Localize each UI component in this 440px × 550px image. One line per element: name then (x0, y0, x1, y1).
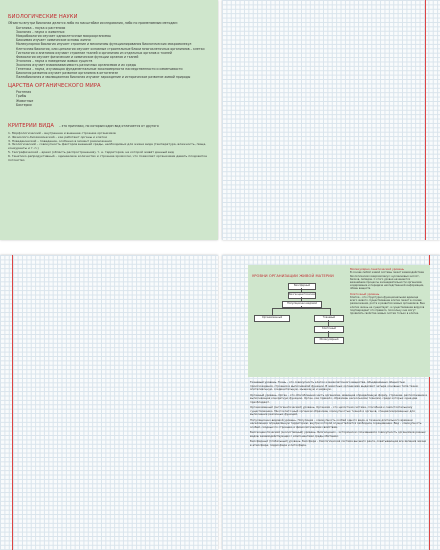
list-item: Молекулярная биология изучает строение и механизмы функционирования биологических макромолекул (16, 42, 192, 47)
diagram-box: Биогеоценотический (288, 292, 316, 299)
diagram-connector (330, 308, 331, 315)
bio-sciences-list (8, 26, 210, 79)
levels-side-column (350, 268, 426, 315)
list-item: Экология изучает взаимозависимость различных организмов и их среды (16, 62, 137, 67)
levels-diagram (252, 281, 344, 371)
diagram-box: Молекулярный (314, 337, 344, 344)
list-item: Клеточная биология, или цитология изучает основные строительные блоки многоклеточных организмов – клетки (16, 46, 205, 51)
diagram-box: Клеточный (314, 326, 344, 333)
diagram-connector (301, 306, 302, 308)
levels-panel (248, 265, 430, 377)
list-item: Бактерии (16, 102, 32, 107)
side-title: Молекулярно-генетический уровень (350, 267, 405, 271)
list-item: Животные (16, 98, 34, 103)
species-criteria-list (8, 132, 210, 163)
diagram-box: Организменный (254, 315, 290, 322)
side-text-2: Клетка – это структурно-функциональная единица всего живого. Существование клетки лежит в основе размножения, роста и развития живых организмов. Вне клетки жизнь не существует, а существование вирусов подтверждает это правило, поскольку они могут проявлять свойства живых систем только в клетке. (350, 296, 425, 316)
diagram-connector (272, 308, 273, 315)
list-item: Палеобиология и эволюционная биология изучают зарождение и историческое развитие живой природы (16, 75, 191, 80)
top-left-page (0, 0, 218, 240)
diagram-connector (272, 308, 330, 309)
top-right-grid-page (222, 0, 440, 240)
paragraph: Биосферный (глобальный) уровень. Биосфера – биологическая система высшего ранга, охватывающая все явления жизни в атмосфере, гидросфере и литосфере. (250, 439, 427, 447)
paragraph: Популяционно-видовой уровень. Популяция – совокупность особей одного вида, в течение длительного времени населяющих определённую территорию, внутри которой осуществляется свободное скрещивание. Вид – совокупность особей, сходных по строению и физиологическим свойствам. (250, 417, 422, 429)
diagram-box: Тканевый (314, 315, 344, 322)
levels-paragraphs (250, 381, 428, 449)
diagram-box: Популяционно-видовой (282, 301, 322, 308)
list-item: Микробиология изучает одноклеточные микроорганизмы (16, 34, 111, 39)
bio-sciences-title: БИОЛОГИЧЕСКИЕ НАУКИ (8, 14, 78, 20)
side-title-2: Клеточный уровень (350, 291, 380, 296)
paragraph: Организменный (онтогенетический) уровень. Организм – это целостная система, способная к самостоятельному существованию. Многоклеточный организм образован совокупностью тканей и органов, специализированных для выполнения различных функций. (250, 405, 415, 416)
species-criteria-intro: – это признаки, по которым один вид отличается от другого (59, 123, 159, 128)
list-item: Ботаника – наука о растениях (16, 26, 66, 31)
margin-line (425, 0, 426, 240)
list-item: Зоология – наука о животных (16, 30, 65, 35)
list-item: Грибы (16, 94, 27, 99)
list-item: Физиология изучает физические и химические функции органов и тканей (16, 54, 139, 59)
margin-line (12, 255, 13, 550)
diagram-box: Биосферный (288, 283, 316, 290)
list-item: 6. Генетико-репродуктивный – одинаковое количество и строение хромосом, что позволяет организмам давать плодовитое потомство (8, 154, 207, 163)
list-item: Генетика – наука, изучающая фундаментальные закономерности наследственности и изменчивости (16, 67, 183, 72)
paragraph: Биогеоценотический (экосистемный) уровень. Биогеоценоз – исторически сложившаяся совокупность организмов разных видов, взаимодействующих с компонентами среды обитания. (250, 430, 426, 438)
kingdoms-title: ЦАРСТВА ОРГАНИЧЕСКОГО МИРА (8, 83, 101, 90)
list-item: 4. Экологический – совокупность факторов внешней среды, необходимых для жизни вида (температура, влажность, пища, конкуренты и т. п.) (8, 142, 207, 151)
list-item: Биохимия изучает химические основы жизни (16, 38, 91, 43)
side-text: В основе любой живой системы лежит взаимодействие биологических макромолекул: нуклеиновых кислот, белков, липидов. С этого уровня начинаются важнейшие процессы жизнедеятельности организма: кодирование и передача наследственной информации, обмен веществ. (350, 271, 425, 291)
list-item: 1. Морфологический – внутреннее и внешнее строение организмов (8, 130, 116, 135)
kingdoms-list (8, 90, 210, 106)
bottom-right-page (222, 255, 440, 550)
species-criteria-title: КРИТЕРИИ ВИДА (8, 122, 55, 129)
list-item: Гистология и анатомия изучают строение тканей и организма из отдельных органов и тканей (16, 50, 172, 55)
bio-sciences-intro: Объекты внутри биологии делятся либо по масштабам исследования, либо по применяемым методам: (8, 21, 178, 25)
list-item: 5. Географический – ареал (область распространения), т. е. территория, на которой живёт данный вид (8, 150, 174, 155)
list-item: Растения (16, 90, 32, 95)
species-criteria-header (8, 112, 210, 131)
list-item: Этология – наука о поведении живых существ (16, 58, 93, 63)
bottom-left-grid-page (0, 255, 218, 550)
list-item: Биология развития изучает развитие организма в онтогенезе (16, 71, 119, 76)
paragraph: Органный уровень. Орган – это обособленная часть организма, имеющая определённую форму, строение, расположение и выполняющая конкретную функцию. Орган, как правило, образован несколькими тканями, среди которых одна-две преобладают. (250, 392, 428, 404)
list-item: 2. Физиолого-биохимический – как работают органы и клетки (8, 134, 108, 139)
levels-title: УРОВНИ ОРГАНИЗАЦИИ ЖИВОЙ МАТЕРИИ (252, 274, 334, 278)
paragraph: Тканевый уровень. Ткань – это совокупность клеток и межклеточного вещества, объединённых общностью происхождения, строения и выполняемой функции. В животных организмах выделяют четыре основных типа ткани: эпителиальную, соединительную, мышечную и нервную. (250, 380, 419, 391)
list-item: 3. Поведенческий – поведение, особенно в момент размножения (8, 138, 112, 143)
